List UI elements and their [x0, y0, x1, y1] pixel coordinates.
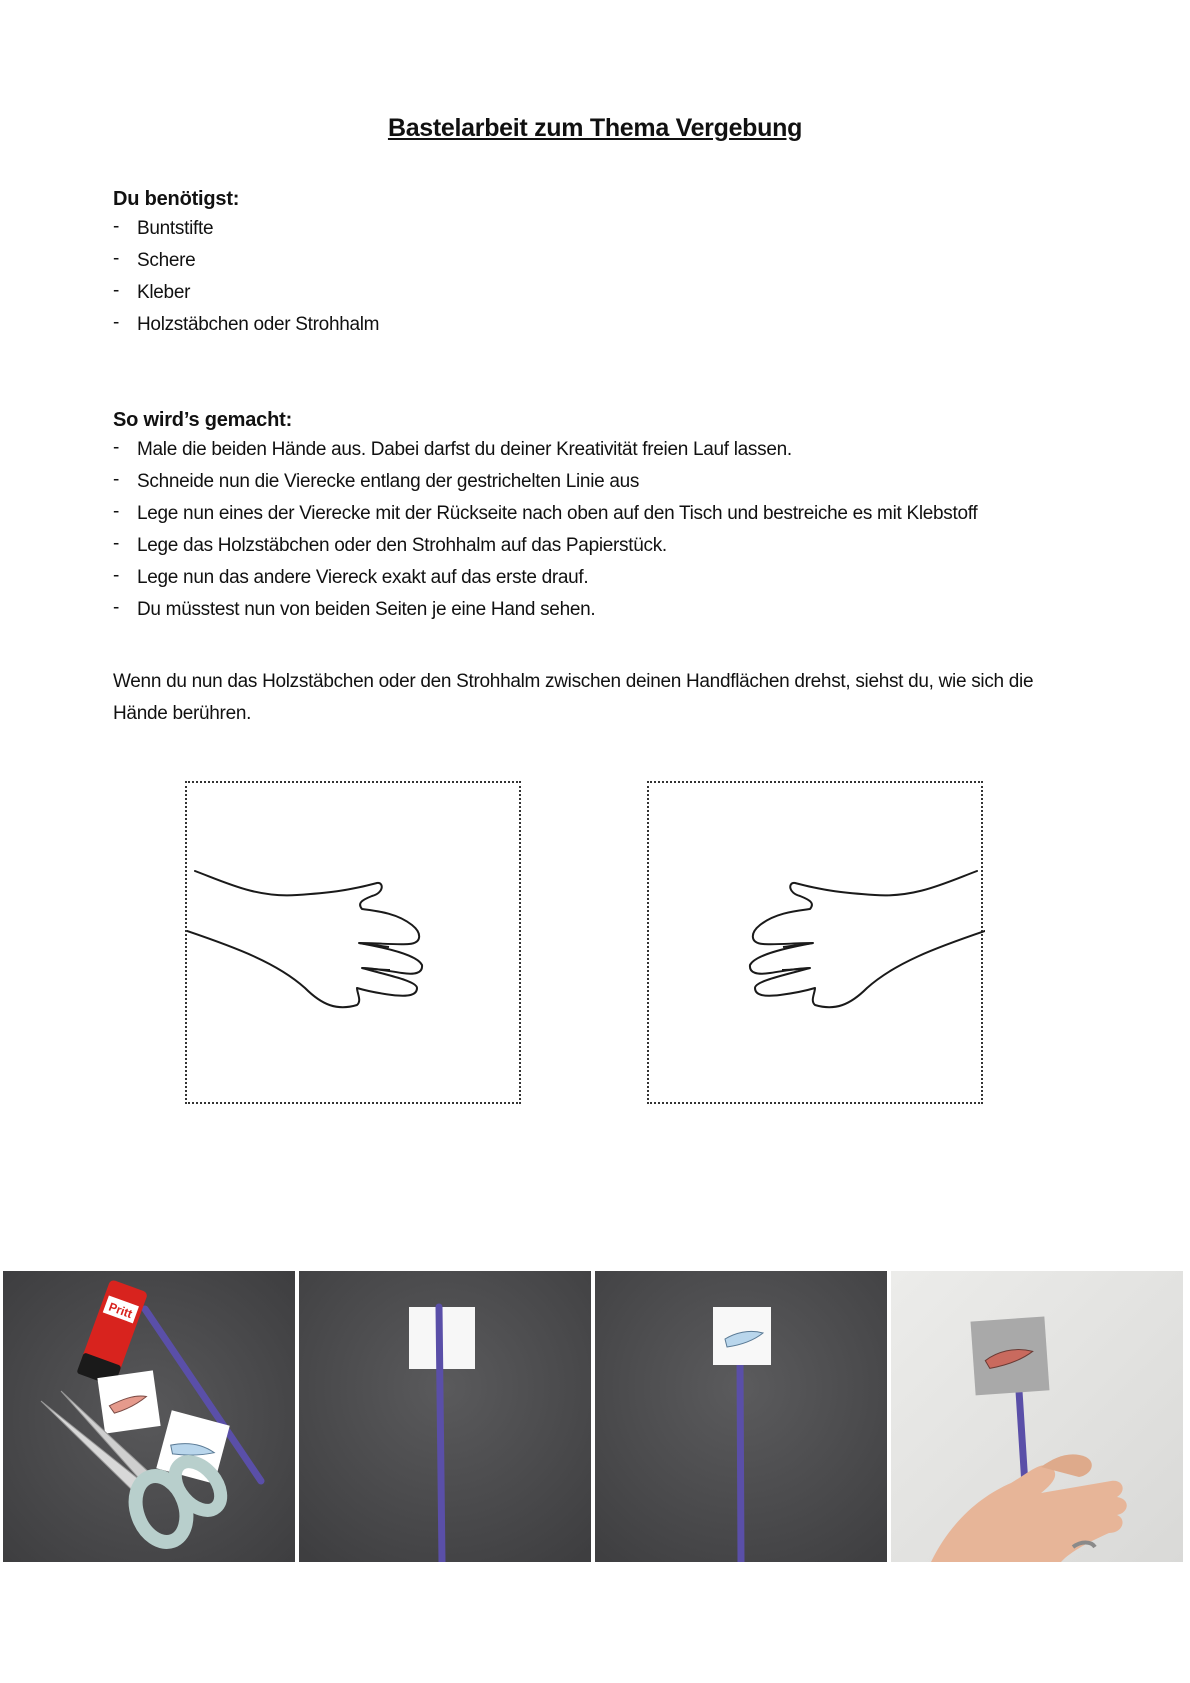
- hand-left-pointing-icon: [649, 783, 985, 1106]
- photo-straw-on-square: [299, 1271, 591, 1562]
- list-item: - Male die beiden Hände aus. Dabei darfst du deiner Kreativität freien Lauf lassen.: [113, 434, 1113, 466]
- photo-spinning-in-hands: [891, 1271, 1183, 1562]
- closing-paragraph: Wenn du nun das Holzstäbchen oder den Strohhalm zwischen deinen Handflächen drehst, siehst du, wie sich die Hände berühren.: [113, 671, 1034, 724]
- instructions-list: [113, 434, 1113, 626]
- list-item: - Schneide nun die Vierecke entlang der gestrichelten Linie aus: [113, 466, 1113, 498]
- list-item: - Lege nun eines der Vierecke mit der Rückseite nach oben auf den Tisch und bestreiche es mit Klebstoff: [113, 498, 1113, 530]
- list-item: - Lege nun das andere Viereck exakt auf das erste drauf.: [113, 562, 1113, 594]
- cutout-square-right: [647, 781, 983, 1104]
- page-title: Bastelarbeit zum Thema Vergebung: [387, 114, 803, 142]
- list-item: - Schere: [113, 245, 1113, 277]
- list-item: - Kleber: [113, 277, 1113, 309]
- list-item: - Lege das Holzstäbchen oder den Strohhalm auf das Papierstück.: [113, 530, 1113, 562]
- materials-list: [113, 213, 1113, 341]
- photo-finished-blue-hand: [595, 1271, 887, 1562]
- photo-materials: [3, 1271, 295, 1562]
- glue-brand-label: Pritt: [106, 1299, 135, 1322]
- materials-heading: Du benötigst:: [113, 188, 240, 210]
- instructions-section: [113, 406, 1113, 626]
- hand-right-pointing-icon: [187, 783, 523, 1106]
- materials-section: [113, 185, 1113, 341]
- cutout-square-left: [185, 781, 521, 1104]
- list-item: - Holzstäbchen oder Strohhalm: [113, 309, 1113, 341]
- instructions-heading: So wird’s gemacht:: [113, 409, 293, 431]
- list-item: - Buntstifte: [113, 213, 1113, 245]
- list-item: - Du müsstest nun von beiden Seiten je eine Hand sehen.: [113, 594, 1113, 626]
